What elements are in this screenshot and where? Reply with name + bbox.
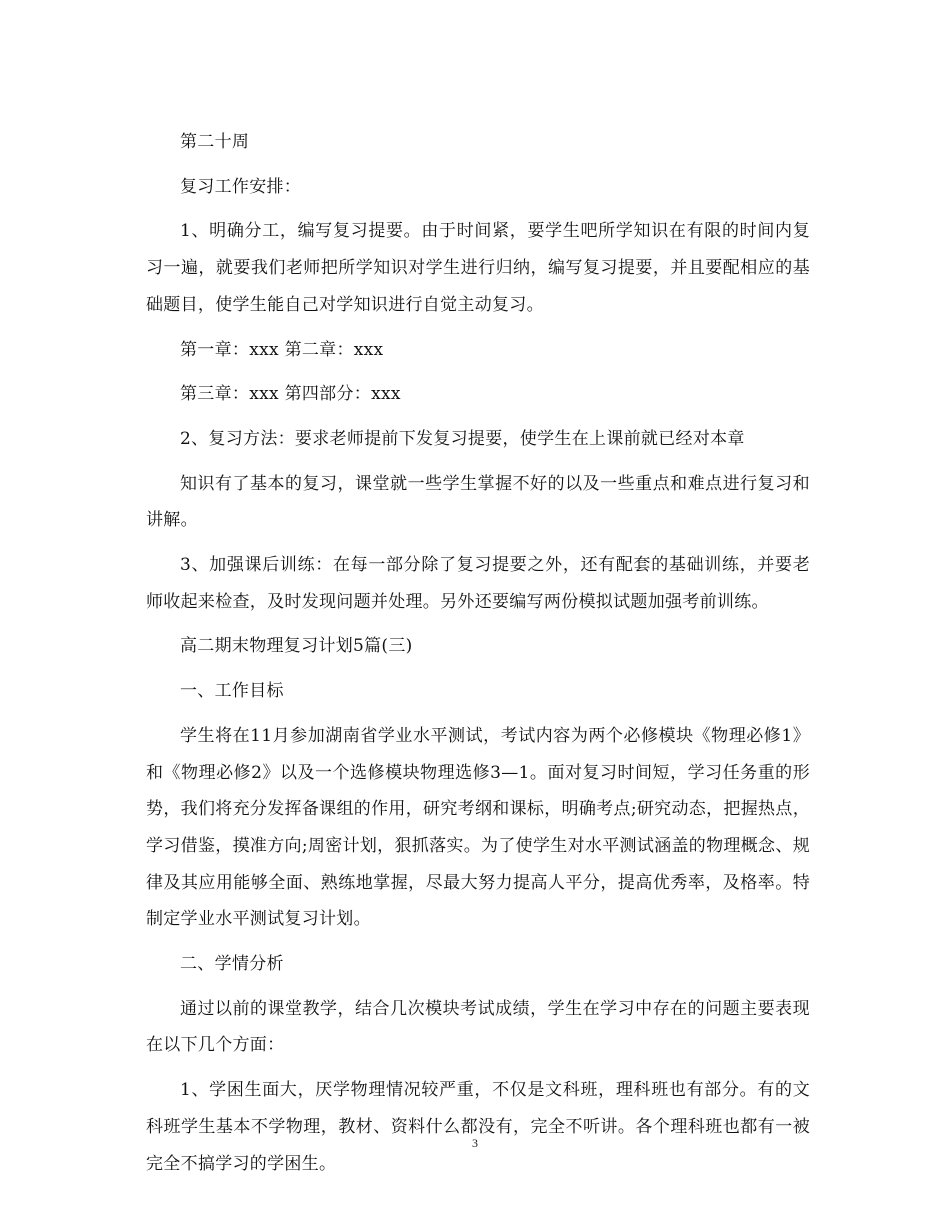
document-body	[146, 124, 810, 1190]
section-title: 高二期末物理复习计划5篇(三)	[180, 636, 413, 657]
page-number: 3	[472, 1136, 478, 1150]
paragraph-week-heading: 第二十周	[180, 132, 250, 152]
paragraph-chapters-3-4: 第三章：xxx 第四部分：xxx	[180, 384, 401, 405]
paragraph-chapters-1-2: 第一章：xxx 第二章：xxx	[180, 339, 384, 360]
paragraph-item-2-continued: 知识有了基本的复习，课堂就一些学生掌握不好的以及一些重点和难点进行复习和讲解。	[146, 473, 810, 531]
paragraph-work-goals: 学生将在11月参加湖南省学业水平测试，考试内容为两个必修模块《物理必修1》和《物理必修2》以及一个选修模块物理选修3—1。面对复习时间短，学习任务重的形势，我们将充分发挥备课组的作用，研究考纲和课标，明确考点;研究动态，把握热点，学习借鉴，摸准方向;周密计划，狠抓落实。为了使学生对水平测试涵盖的物理概念、规律及其应用能够全面、熟练地掌握，尽最大努力提高人平分，提高优秀率，及格率。特制定学业水平测试复习计划。	[146, 725, 810, 930]
paragraph-student-analysis-1: 1、学困生面大，厌学物理情况较严重，不仅是文科班，理科班也有部分。有的文科班学生基本不学物理，教材、资料什么都没有，完全不听讲。各个理科班也都有一被完全不搞学习的学困生。	[146, 1080, 810, 1174]
heading-student-analysis: 二、学情分析	[180, 954, 284, 975]
paragraph-review-arrangement: 复习工作安排：	[180, 176, 302, 197]
heading-work-goals: 一、工作目标	[180, 681, 284, 702]
paragraph-item-1: 1、明确分工，编写复习提要。由于时间紧，要学生吧所学知识在有限的时间内复习一遍，就要我们老师把所学知识对学生进行归纳，编写复习提要，并且要配相应的基础题目，使学生能自己对学知识进行自觉主动复习。	[146, 221, 810, 315]
paragraph-item-3: 3、加强课后训练：在每一部分除了复习提要之外，还有配套的基础训练，并要老师收起来检查，及时发现问题并处理。另外还要编写两份模拟试题加强考前训练。	[146, 555, 810, 612]
paragraph-student-analysis-intro: 通过以前的课堂教学，结合几次模块考试成绩，学生在学习中存在的问题主要表现在以下几个方面：	[146, 998, 810, 1056]
paragraph-item-2: 2、复习方法：要求老师提前下发复习提要，使学生在上课前就已经对本章	[180, 428, 745, 449]
